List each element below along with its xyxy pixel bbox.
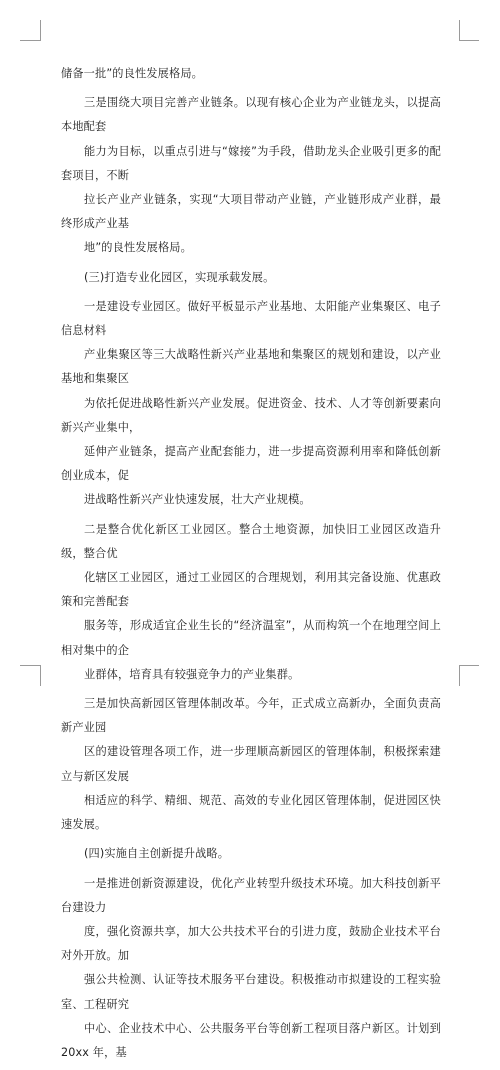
- text-line: 相适应的科学、精细、规范、高效的专业化园区管理体制，促进园区快速发展。: [61, 793, 441, 832]
- text-line: 为依托促进战略性新兴产业发展。促进资金、技术、人才等创新要素向新兴产业集中，: [61, 396, 441, 434]
- text-line: 一是推进创新资源建设，优化产业转型升级技术环境。加大科技创新平台建设力: [61, 876, 441, 914]
- body-paragraph: [61, 91, 441, 260]
- section-heading: [61, 842, 441, 866]
- text-line: 延伸产业链条，提高产业配套能力，进一步提高资源利用率和降低创新创业成本，促: [61, 445, 441, 483]
- text-line: 进战略性新兴产业快速发展，壮大产业规模。: [84, 493, 311, 507]
- crop-mark-bottom-left-h: [20, 665, 40, 676]
- text-line: 能力为目标，以重点引进与“嫁接”为手段，借助龙头企业吸引更多的配套项目，不断: [61, 144, 441, 182]
- crop-mark-top-right-h: [459, 30, 479, 41]
- text-line: 地”的良性发展格局。: [84, 241, 192, 255]
- text-line: 三是围绕大项目完善产业链条。以现有核心企业为产业链龙头，以提高本地配套: [61, 96, 441, 134]
- text-line: 业群体，培育具有较强竞争力的产业集群。: [84, 667, 300, 681]
- text-line: 拉长产业产业链条，实现“大项目带动产业链，产业链形成产业群，最终形成产业基: [61, 193, 441, 231]
- body-paragraph: [61, 295, 441, 513]
- document-body: [61, 62, 441, 1070]
- body-paragraph: [61, 692, 441, 837]
- body-paragraph: [61, 62, 441, 86]
- text-line: (四)实施自主创新提升战略。: [84, 847, 230, 861]
- body-paragraph: [61, 518, 441, 687]
- text-line: 中心、企业技术中心、公共服务平台等创新工程项目落户新区。计划到 20xx 年，基: [61, 1021, 441, 1059]
- text-line: 储备一批”的良性发展格局。: [61, 67, 203, 80]
- text-line: (三)打造专业化园区，实现承载发展。: [84, 270, 275, 284]
- text-line: 三是加快高新园区管理体制改革。今年，正式成立高新办，全面负责高新产业园: [61, 697, 441, 735]
- crop-mark-top-left-h: [20, 30, 40, 41]
- text-line: 二是整合优化新区工业园区。整合土地资源，加快旧工业园区改造升级，整合优: [61, 522, 441, 560]
- crop-mark-bottom-right-h: [459, 665, 479, 676]
- section-heading: [61, 266, 441, 290]
- text-line: 度，强化资源共享，加大公共技术平台的引进力度，鼓励企业技术平台对外开放。加: [61, 924, 441, 963]
- body-paragraph: [61, 872, 441, 1066]
- text-line: 强公共检测、认证等技术服务平台建设。积极推动市拟建设的工程实验室、工程研究: [61, 973, 441, 1011]
- text-line: 化辖区工业园区，通过工业园区的合理规划，利用其完备设施、优惠政策和完善配套: [61, 571, 441, 609]
- text-line: 产业集聚区等三大战略性新兴产业基地和集聚区的规划和建设，以产业基地和集聚区: [61, 348, 441, 386]
- text-line: 区的建设管理各项工作，进一步理顺高新园区的管理体制，积极探索建立与新区发展: [61, 745, 441, 783]
- text-line: 服务等，形成适宜企业生长的“经济温室”，从而构筑一个在地理空间上相对集中的企: [61, 619, 441, 657]
- text-line: 一是建设专业园区。做好平板显示产业基地、太阳能产业集聚区、电子信息材料: [61, 299, 441, 338]
